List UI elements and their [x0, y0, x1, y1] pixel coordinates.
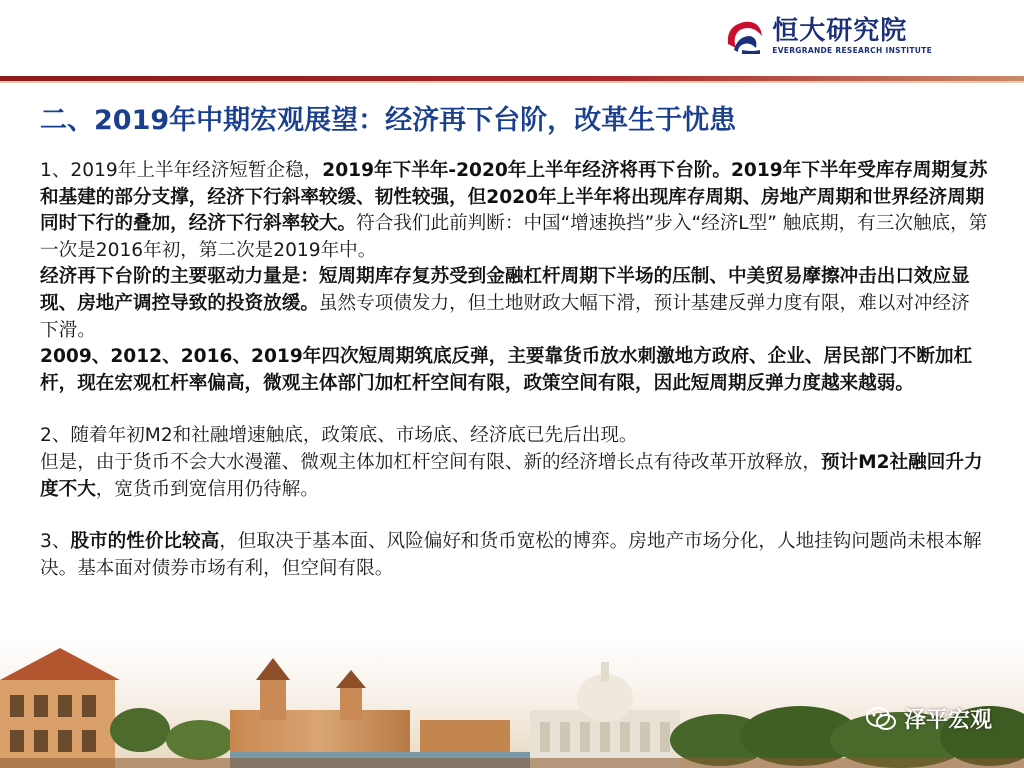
paragraph-3 [40, 344, 988, 397]
header-divider-light [0, 81, 1024, 83]
slide-title: 二、2019年中期宏观展望：经济再下台阶，改革生于忧患 [40, 105, 737, 136]
header [0, 0, 1024, 78]
paragraph-5 [40, 450, 988, 503]
paragraph-1 [40, 158, 988, 264]
p5-bold-1: 预计M2社融回升力度不大 [40, 451, 983, 500]
p4-text-1: 2、随着年初M2和社融增速触底，政策底、市场底、经济底已先后出现。 [40, 425, 638, 447]
p1-bold-1: 2019年下半年-2020年上半年经济将再下台阶。2019年下半年受库存周期复苏和基建的部分支撑，经济下行斜率较缓、韧性较强，但2020年上半年将出现库存周期、房地产周期和世界经济周期同时下行的叠加，经济下行斜率较大。 [40, 160, 988, 235]
paragraph-2 [40, 264, 988, 344]
p1-text-1: 1、2019年上半年经济短暂企稳， [40, 160, 323, 181]
p5-text-1: 但是，由于货币不会大水漫灌、微观主体加杠杆空间有限、新的经济增长点有待改革开放释放， [40, 451, 821, 473]
p6-text-1: 3、 [40, 531, 71, 553]
watermark [866, 703, 992, 734]
slide-content [40, 158, 988, 582]
logo [722, 14, 932, 58]
logo-english-text: EVERGRANDE RESEARCH INSTITUTE [772, 46, 932, 55]
p3-bold-1: 2009、2012、2016、2019年四次短周期筑底反弹，主要靠货币放水刺激地方政府、企业、居民部门不断加杠杆，现在宏观杠杆率偏高，微观主体部门加杠杆空间有限，政策空间有限，因此短周期反弹力度越来越弱。 [40, 346, 973, 394]
paragraph-6 [40, 529, 988, 582]
paragraph-4 [40, 423, 988, 450]
p2-text-1: 虽然专项债发力，但土地财政大幅下滑，预计基建反弹力度有限，难以对冲经济下滑。 [40, 292, 970, 341]
watermark-text: 泽平宏观 [903, 708, 992, 733]
wechat-icon [866, 706, 896, 732]
p1-text-2: 符合我们此前判断：中国“增速换挡”步入“经济L型” 触底期，有三次触底，第一次是2016年初，第二次是2019年中。 [40, 213, 988, 261]
p6-bold-1: 股市的性价比较高 [70, 531, 220, 553]
evergrande-logo-icon [722, 14, 766, 58]
logo-chinese-text: 恒大研究院 [772, 16, 908, 46]
p5-text-2: ，宽货币到宽信用仍待解。 [95, 478, 319, 500]
p2-bold-1: 经济再下台阶的主要驱动力量是：短周期库存复苏受到金融杠杆周期下半场的压制、中美贸易摩擦冲击出口效应显现、房地产调控导致的投资放缓。 [40, 266, 970, 314]
p6-text-2: ，但取决于基本面、风险偏好和货币宽松的博弈。房地产市场分化，人地挂钩问题尚未根本解决。基本面对债券市场有利，但空间有限。 [40, 531, 982, 579]
